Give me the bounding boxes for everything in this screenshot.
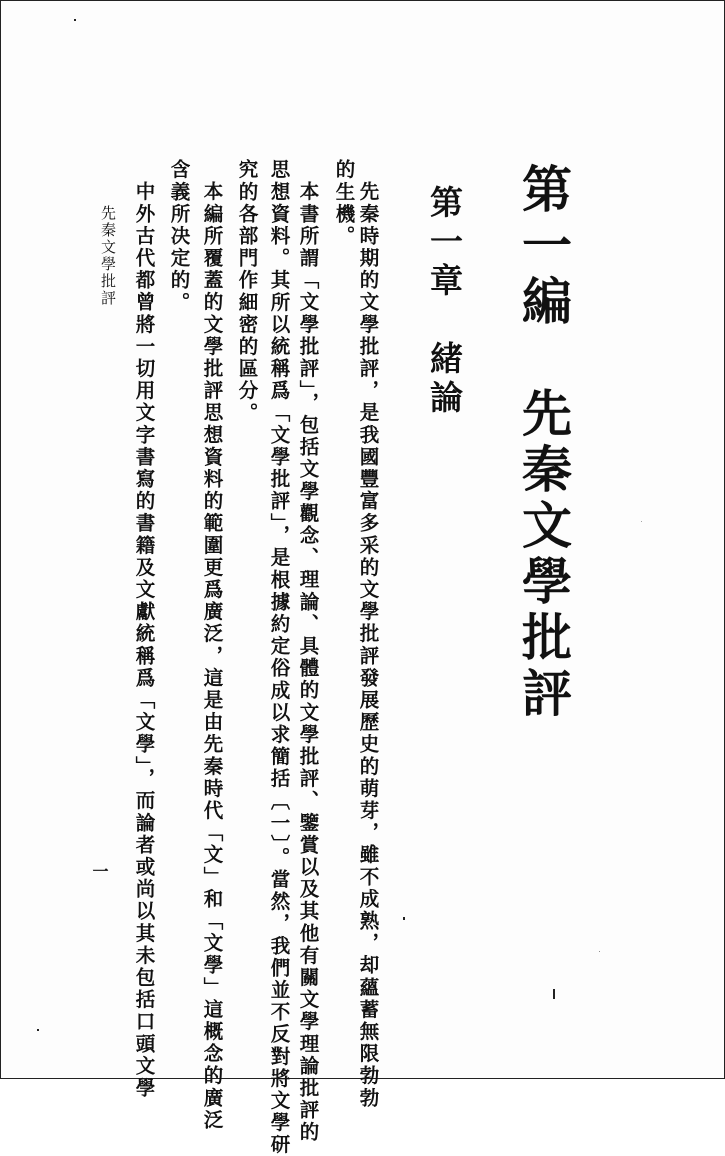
scan-speck bbox=[641, 521, 642, 522]
body-column-5: 究的各部門作細密的區分。 bbox=[235, 159, 259, 425]
body-column-8: 中外古代都曾將一切用文字書寫的書籍及文獻統稱爲「文學」，而論者或尚以其未包括口頭文學 bbox=[132, 181, 156, 1100]
body-column-6: 本編所覆蓋的文學批評思想資料的範圍更爲廣泛，這是由先秦時代「文」和「文學」這概念的廣泛 bbox=[200, 181, 224, 1132]
chapter-title: 第一章 緒論 bbox=[425, 185, 464, 419]
page-marker: 一 bbox=[90, 863, 109, 879]
body-column-4: 思想資料。其所以統稱爲「文學批評」，是根據約定俗成以求簡括〔一〕。當然，我們並不反對將文學研 bbox=[267, 159, 291, 1156]
body-column-2: 的生機。 bbox=[332, 159, 356, 248]
body-column-1: 先秦時期的文學批評，是我國豐富多采的文學批評發展歷史的萌芽，雖不成熟，却蘊蓄無限勃勃 bbox=[356, 181, 380, 1110]
scan-speck bbox=[553, 989, 555, 999]
scan-speck bbox=[37, 1029, 39, 1031]
part-title: 第一編 先秦文學批評 bbox=[514, 163, 573, 723]
body-column-3: 本書所謂「文學批評」，包括文學觀念、理論、具體的文學批評、鑒賞以及其他有關文學理論批評的 bbox=[296, 181, 320, 1144]
body-column-7: 含義所决定的。 bbox=[167, 159, 191, 314]
running-head: 先秦文學批評 bbox=[99, 205, 117, 307]
scan-speck bbox=[599, 951, 600, 952]
scan-speck bbox=[74, 19, 76, 21]
scan-speck bbox=[403, 917, 405, 920]
